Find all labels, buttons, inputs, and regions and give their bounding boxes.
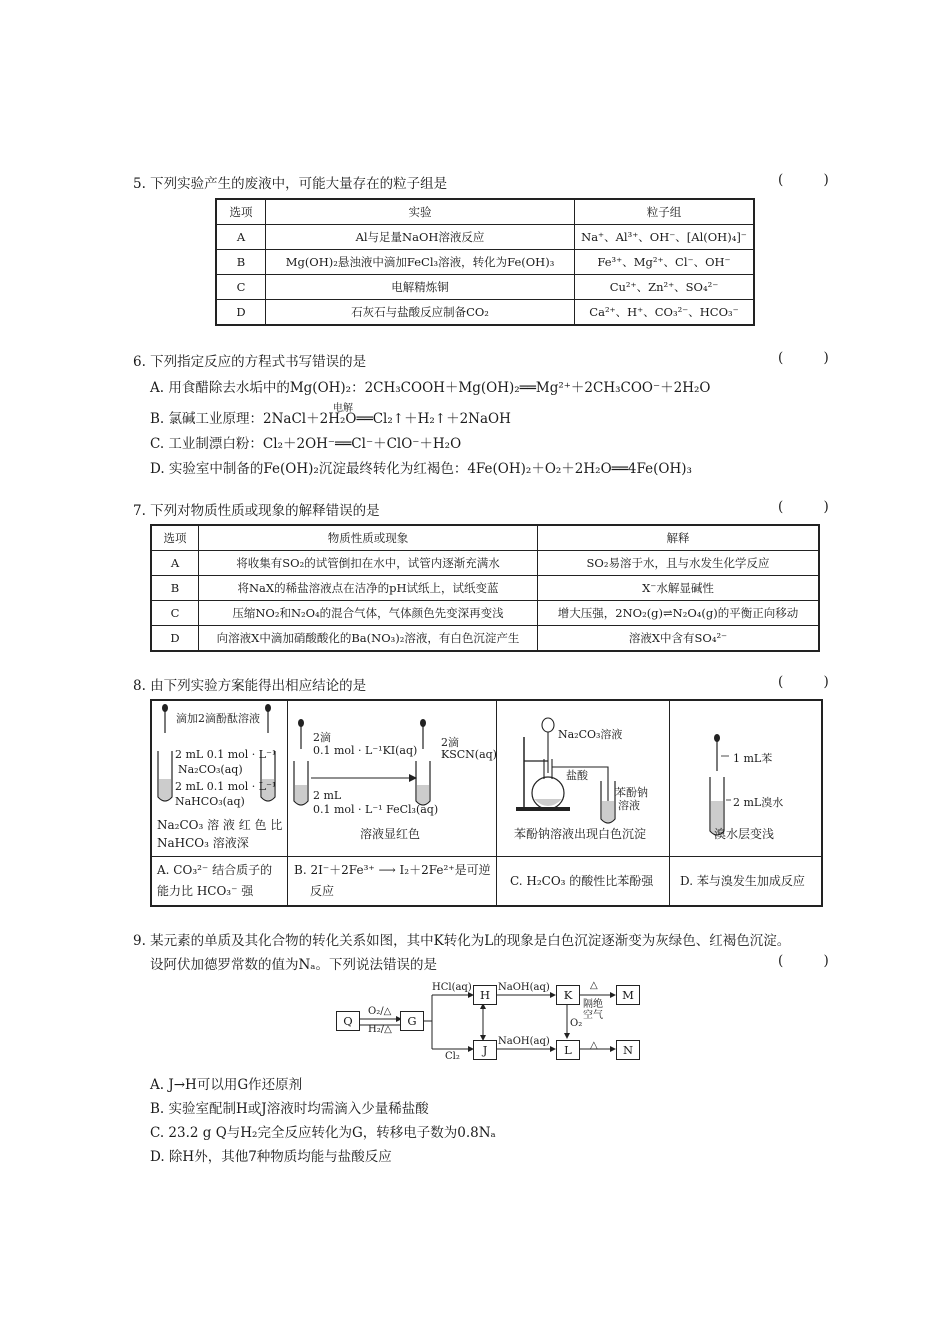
q8-stem: 8. 由下列实验方案能得出相应结论的是 bbox=[133, 678, 367, 694]
q8-a-top-label: 滴加2滴酚酞溶液 bbox=[176, 712, 260, 725]
q5-table bbox=[215, 198, 755, 326]
table-row: C 电解精炼铜 Cu²⁺、Zn²⁺、SO₄²⁻ bbox=[216, 275, 754, 300]
table-row: A 将收集有SO₂的试管倒扣在水中，试管内逐渐充满水 SO₂易溶于水，且与水发生化学反应 bbox=[151, 551, 819, 576]
q8-conclusion-b: B. 2I⁻＋2Fe³⁺ ⟶ I₂＋2Fe²⁺是可逆 bbox=[294, 863, 491, 877]
q6-answer-paren: ( ) bbox=[778, 350, 847, 366]
q6-option-b: B. 氯碱工业原理：2NaCl＋2H₂O══Cl₂↑＋H₂↑＋2NaOH bbox=[150, 411, 511, 427]
table-row: D 石灰石与盐酸反应制备CO₂ Ca²⁺、H⁺、CO₃²⁻、HCO₃⁻ bbox=[216, 300, 754, 326]
table-row: 选项 物质性质或现象 解释 bbox=[151, 525, 819, 551]
node-n: N bbox=[616, 1040, 640, 1060]
q8-answer-paren: ( ) bbox=[778, 674, 847, 690]
node-q: Q bbox=[336, 1011, 360, 1031]
table-row: C 压缩NO₂和N₂O₄的混合气体，气体颜色先变深再变浅 增大压强，2NO₂(g)⇌N₂O₄(g)的平衡正向移动 bbox=[151, 601, 819, 626]
q6-electrolysis-label: 电解 bbox=[333, 403, 353, 414]
q9-stem-line1: 9. 某元素的单质及其化合物的转化关系如图，其中K转化为L的现象是白色沉淀逐渐变为灰绿色、红褐色沉淀。 bbox=[133, 933, 791, 949]
node-m: M bbox=[616, 985, 640, 1005]
table-row: B Mg(OH)₂悬浊液中滴加FeCl₃溶液，转化为Fe(OH)₃ Fe³⁺、Mg²⁺、Cl⁻、OH⁻ bbox=[216, 250, 754, 275]
q5-answer-paren: ( ) bbox=[778, 172, 847, 188]
q9-option-d: D. 除H外，其他7种物质均能与盐酸反应 bbox=[150, 1149, 392, 1165]
node-g: G bbox=[400, 1011, 424, 1031]
q9-option-c: C. 23.2 g Q与H₂完全反应转化为G，转移电子数为0.8Nₐ bbox=[150, 1125, 496, 1141]
q6-option-d: D. 实验室中制备的Fe(OH)₂沉淀最终转化为红褐色：4Fe(OH)₂＋O₂＋2H₂O══4Fe(OH)₃ bbox=[150, 461, 692, 477]
q7-answer-paren: ( ) bbox=[778, 499, 847, 515]
node-l: L bbox=[556, 1040, 580, 1060]
q9-option-a: A. J→H可以用G作还原剂 bbox=[150, 1077, 303, 1093]
table-row: B 将NaX的稀盐溶液点在洁净的pH试纸上，试纸变蓝 X⁻水解显碱性 bbox=[151, 576, 819, 601]
q6-option-c: C. 工业制漂白粉：Cl₂＋2OH⁻══Cl⁻＋ClO⁻＋H₂O bbox=[150, 436, 462, 452]
node-h: H bbox=[473, 985, 497, 1005]
table-row: A Al与足量NaOH溶液反应 Na⁺、Al³⁺、OH⁻、[Al(OH)₄]⁻ bbox=[216, 225, 754, 250]
table-row: 选项 实验 粒子组 bbox=[216, 199, 754, 225]
q8-conclusion-c: C. H₂CO₃ 的酸性比苯酚强 bbox=[510, 874, 654, 888]
q5-stem: 5. 下列实验产生的废液中，可能大量存在的粒子组是 bbox=[133, 176, 448, 192]
q6-option-a: A. 用食醋除去水垢中的Mg(OH)₂：2CH₃COOH＋Mg(OH)₂══Mg²⁺＋2CH₃COO⁻＋2H₂O bbox=[150, 380, 711, 396]
node-j: J bbox=[473, 1040, 497, 1060]
q7-stem: 7. 下列对物质性质或现象的解释错误的是 bbox=[133, 503, 380, 519]
q8-conclusion-a: A. CO₃²⁻ 结合质子的 bbox=[157, 863, 273, 877]
q9-answer-paren: ( ) bbox=[778, 953, 847, 969]
q9-stem-line2: 设阿伏加德罗常数的值为Nₐ。下列说法错误的是 bbox=[150, 957, 438, 973]
q6-stem: 6. 下列指定反应的方程式书写错误的是 bbox=[133, 354, 367, 370]
q8-conclusion-d: D. 苯与溴发生加成反应 bbox=[680, 874, 805, 888]
q9-option-b: B. 实验室配制H或J溶液时均需滴入少量稀盐酸 bbox=[150, 1101, 429, 1117]
q7-table bbox=[150, 524, 820, 652]
node-k: K bbox=[556, 985, 580, 1005]
table-row: D 向溶液X中滴加硝酸酸化的Ba(NO₃)₂溶液，有白色沉淀产生 溶液X中含有SO₄²⁻ bbox=[151, 626, 819, 652]
